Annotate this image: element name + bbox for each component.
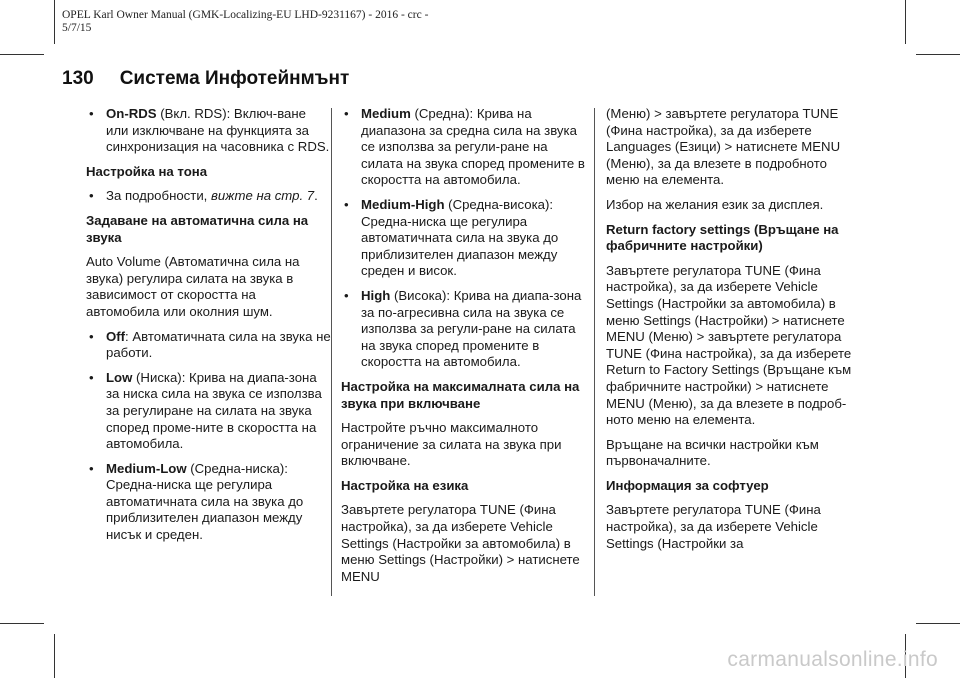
paragraph: Завъртете регулатора TUNE (Фина настройка), за да изберете Vehicle Settings (Настройки за автомобила) в меню Settings (Настройки) > натиснете MENU bbox=[341, 502, 580, 584]
option-key: Medium bbox=[361, 106, 411, 121]
print-metadata-line: OPEL Karl Owner Manual (GMK-Localizing-EU LHD-9231167) - 2016 - crc - bbox=[62, 9, 429, 21]
option-text: (Вкл. RDS): Включ-ване или изключване на функцията за синхронизация на часовника с RDS. bbox=[106, 106, 330, 155]
page-header bbox=[62, 68, 349, 90]
column-2 bbox=[341, 106, 587, 593]
section-heading: Return factory settings (Връщане на фабричните настройки) bbox=[606, 221, 839, 254]
list-item bbox=[86, 461, 332, 544]
bullet: • bbox=[344, 106, 349, 121]
list-item bbox=[86, 370, 332, 453]
list-item bbox=[86, 106, 332, 156]
bullet: • bbox=[344, 196, 349, 212]
paragraph: Настройте ръчно максималното ограничение за силата на звука при включване. bbox=[341, 420, 562, 469]
option-text: (Ниска): Крива на диапа-зона за ниска сила на звука се използва за регулиране на силата на звука според проме-ните в скоростта на автомобила. bbox=[106, 369, 322, 452]
column-1 bbox=[86, 106, 332, 552]
option-text: (Средна-висока): Средна-ниска ще регулира автоматичната сила на звука до приблизителен диапазон между среден и висок. bbox=[361, 196, 559, 279]
bullet: • bbox=[89, 188, 94, 204]
section-heading: Задаване на автоматична сила на звука bbox=[86, 212, 309, 245]
column-divider bbox=[594, 108, 595, 596]
option-key: Low bbox=[106, 369, 133, 385]
bullet: • bbox=[344, 287, 349, 303]
print-metadata-line: 5/7/15 bbox=[62, 22, 92, 34]
paragraph: Завъртете регулатора TUNE (Фина настройка), за да изберете Vehicle Settings (Настройки за bbox=[606, 502, 821, 551]
crop-mark bbox=[905, 0, 906, 44]
list-item bbox=[341, 106, 587, 189]
page-title: Система Инфотейнмънт bbox=[119, 68, 350, 89]
crop-mark bbox=[54, 0, 55, 44]
watermark: carmanualsonline.info bbox=[727, 648, 938, 671]
crop-mark bbox=[916, 623, 960, 624]
option-text: За подробности, bbox=[106, 188, 212, 204]
crop-mark bbox=[54, 634, 55, 678]
paragraph: Връщане на всички настройки към първоначалните. bbox=[606, 436, 819, 469]
bullet: • bbox=[89, 106, 94, 121]
paragraph: Auto Volume (Автоматична сила на звука) регулира силата на звука в зависимост от скоростта на автомобила или околния шум. bbox=[86, 254, 300, 319]
list-item bbox=[341, 288, 587, 371]
section-heading: Настройка на тона bbox=[86, 163, 208, 179]
section-heading: Информация за софтуер bbox=[606, 477, 769, 493]
paragraph: Избор на желания език за дисплея. bbox=[606, 196, 824, 212]
bullet: • bbox=[89, 328, 94, 344]
column-3 bbox=[606, 106, 852, 560]
option-text: (Средна-ниска): Средна-ниска ще регулира автоматичната сила на звука до приблизителен диапазон между нисък и среден. bbox=[106, 460, 304, 543]
bullet: • bbox=[89, 369, 94, 385]
option-text: : Автоматичната сила на звука не работи. bbox=[106, 328, 331, 361]
option-key: High bbox=[361, 287, 391, 303]
paragraph: (Меню) > завъртете регулатора TUNE (Фина настройка), за да изберете Languages (Езици) > натиснете MENU (Меню), за да влезете в подробното меню на елемента. bbox=[606, 106, 841, 188]
section-heading: Настройка на максималната сила на звука при включване bbox=[341, 378, 580, 411]
section-heading: Настройка на езика bbox=[341, 477, 469, 493]
page-reference-link[interactable]: вижте на стр. 7 bbox=[211, 188, 315, 204]
option-key: On-RDS bbox=[106, 106, 157, 121]
print-metadata bbox=[62, 9, 428, 35]
list-item bbox=[341, 197, 587, 280]
option-text: . bbox=[314, 188, 318, 204]
page-number: 130 bbox=[62, 68, 94, 89]
option-key: Off bbox=[106, 328, 126, 344]
paragraph: Завъртете регулатора TUNE (Фина настройка), за да изберете Vehicle Settings (Настройки за автомобила) в меню Settings (Настройки) > натиснете MENU (Меню) > завъртете регулатора TUNE (Фина настройка), за да изберете Return to Factory Settings (Връщане към фабричните настройки) > натиснете MENU (Меню), за да влезете в подроб-ното меню на елемента. bbox=[606, 262, 852, 428]
option-key: Medium-Low bbox=[106, 460, 187, 476]
option-key: Medium-High bbox=[361, 196, 445, 212]
list-item bbox=[86, 188, 332, 205]
list-item bbox=[86, 329, 332, 362]
crop-mark bbox=[0, 54, 44, 55]
crop-mark bbox=[0, 623, 44, 624]
bullet: • bbox=[89, 460, 94, 476]
crop-mark bbox=[916, 54, 960, 55]
option-text: (Висока): Крива на диапа-зона за по-агресивна сила на звука се използва за регули-ране на силата на звука според промените в скоростта на автомобила. bbox=[361, 287, 582, 370]
option-text: (Средна): Крива на диапазона за средна сила на звука се използва за регули-ране на силата на звука според промените в скоростта на автомобила. bbox=[361, 106, 585, 188]
